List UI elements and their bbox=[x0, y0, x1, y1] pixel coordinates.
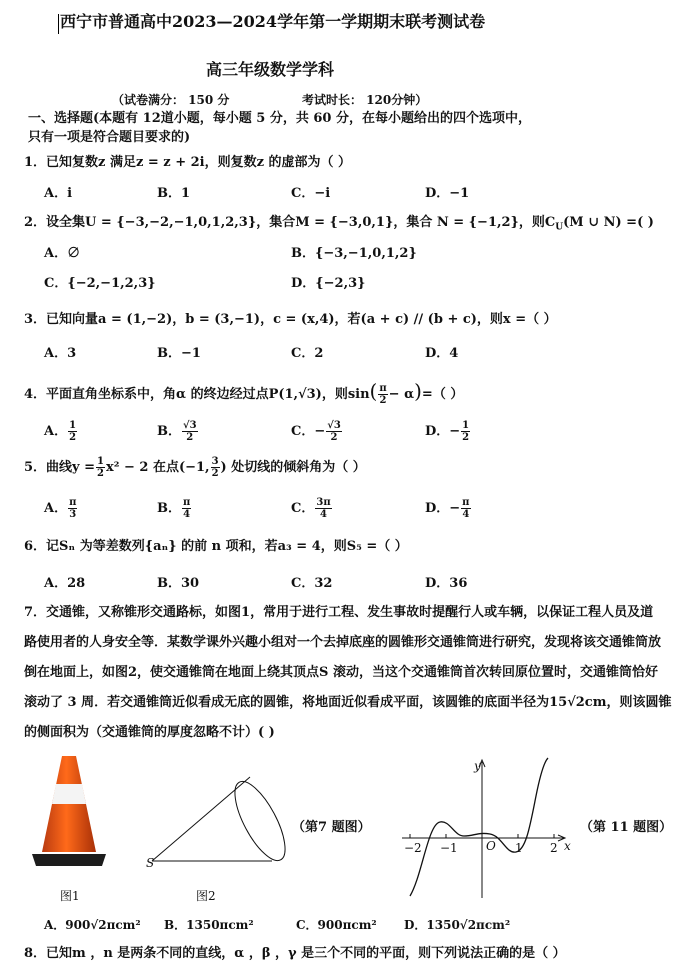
q4-a-den: 2 bbox=[69, 432, 77, 443]
q2-option-c: C．{−2,−1,2,3} bbox=[44, 276, 156, 291]
q7-option-a: A．900√2πcm² bbox=[44, 918, 141, 932]
time-info: 考试时长： 120分钟） bbox=[302, 93, 428, 107]
q4-d-den: 2 bbox=[462, 432, 470, 443]
q5-option-d bbox=[425, 497, 472, 521]
q4-stem: 4．平面直角坐标系中，角α 的终边经过点P(1,√3)，则sin( $\frac{\pi}{2}$ − α)=（ ） bbox=[24, 379, 464, 406]
q1-option-d: D．−1 bbox=[425, 186, 470, 201]
q4-c-num: √3 bbox=[327, 420, 341, 431]
q8-stem: 8．已知m ，n 是两条不同的直线，α ，β ，γ 是三个不同的平面，则下列说法正确的是（ ） bbox=[24, 946, 566, 961]
q5-d-num: π bbox=[462, 497, 470, 508]
q2-stem-end: (M ∪ N) =( ) bbox=[563, 215, 654, 230]
q1-stem: 1．已知复数z 满足z = z + 2i，则复数z 的虚部为（ ） bbox=[24, 155, 352, 170]
q6-stem: 6．记Sₙ 为等差数列{aₙ} 的前 n 项和，若a₃ = 4，则S₅ =（ ） bbox=[24, 539, 408, 554]
q2-option-a: A．∅ bbox=[44, 246, 81, 261]
graph-tick-label-neg2: −2 bbox=[404, 841, 422, 855]
section-heading-line1: 一、选择题(本题有 12道小题，每小题 5 分，共 60 分，在每小题给出的四个选项中， bbox=[28, 111, 532, 126]
q3-stem: 3．已知向量a = (1,−2)，b = (3,−1)，c = (x,4)，若(a + c) // (b + c)，则x =（ ） bbox=[24, 312, 557, 327]
q4-d-label: D．− bbox=[425, 424, 461, 439]
q5-a-label: A． bbox=[44, 501, 68, 516]
q4-frac-den: 2 bbox=[379, 395, 387, 406]
q5-b-den: 4 bbox=[183, 509, 191, 520]
q5-f2-num: 3 bbox=[211, 456, 219, 467]
function-curve bbox=[410, 758, 548, 896]
section-heading-line2: 只有一项是符合题目要求的) bbox=[28, 130, 191, 145]
fig7-caption: （第7 题图） bbox=[292, 820, 371, 835]
fig11-caption: （第 11 题图） bbox=[580, 820, 673, 835]
q5-stem-pre: 5．曲线y = bbox=[24, 460, 96, 475]
score-info: （试卷满分： 150 分 bbox=[112, 93, 230, 107]
q3-option-b: B．−1 bbox=[157, 346, 201, 361]
graph-tick-label-1: 1 bbox=[515, 841, 523, 855]
graph-y-label: y bbox=[474, 759, 481, 773]
q4-frac bbox=[378, 383, 387, 406]
q2-stem-sub: U bbox=[555, 222, 564, 233]
q4-b-label: B． bbox=[157, 424, 181, 439]
graph-origin-label: O bbox=[486, 839, 496, 853]
q7-line3: 倒在地面上，如图2，使交通锥筒在地面上绕其顶点S 滚动，当这个交通锥筒首次转回原位置时，交通锥筒恰好 bbox=[24, 665, 658, 680]
q4-minus: − α bbox=[388, 387, 415, 402]
q5-f1-den: 2 bbox=[97, 468, 104, 479]
q4-option-d bbox=[425, 420, 471, 444]
q5-option-b bbox=[157, 497, 192, 521]
q6-option-c: C．32 bbox=[291, 576, 333, 591]
q1-option-a: A．i bbox=[44, 186, 73, 201]
q5-f2-den: 2 bbox=[211, 468, 219, 479]
q5-d-den: 4 bbox=[462, 509, 470, 520]
q5-b-num: π bbox=[183, 497, 191, 508]
traffic-cone-figure bbox=[28, 752, 110, 876]
q2-option-b: B．{−3,−1,0,1,2} bbox=[291, 246, 417, 261]
cone-base bbox=[32, 854, 106, 866]
q4-a-num: 1 bbox=[69, 420, 77, 431]
q7-option-c: C．900πcm² bbox=[296, 918, 377, 932]
q7-option-d: D．1350√2πcm² bbox=[404, 918, 511, 932]
q5-stem bbox=[24, 455, 366, 481]
q2-option-d: D．{−2,3} bbox=[291, 276, 366, 291]
q5-option-a bbox=[44, 497, 78, 521]
q3-option-a: A．3 bbox=[44, 346, 77, 361]
q1-option-b: B．1 bbox=[157, 186, 191, 201]
q3-option-c: C．2 bbox=[291, 346, 324, 361]
fig2-label: 图2 bbox=[196, 889, 216, 903]
q4-b-num: √3 bbox=[183, 420, 197, 431]
q4-c-den: 2 bbox=[330, 432, 338, 443]
q3-option-d: D．4 bbox=[425, 346, 459, 361]
cone-reflective-band bbox=[52, 784, 86, 804]
cone-diagram-figure bbox=[140, 765, 290, 875]
graph-x-label: x bbox=[564, 839, 571, 853]
q7-line5: 的侧面积为（交通锥筒的厚度忽略不计）( ) bbox=[24, 725, 275, 740]
q7-line2: 路使用者的人身安全等．某数学课外兴趣小组对一个去掉底座的圆锥形交通锥筒进行研究，发现将该交通锥筒放 bbox=[24, 635, 662, 650]
exam-subtitle: 高三年级数学学科 bbox=[206, 60, 335, 79]
q4-a-label: A． bbox=[44, 424, 68, 439]
q4-option-a bbox=[44, 420, 78, 444]
q4-b-den: 2 bbox=[186, 432, 194, 443]
q5-d-label: D．− bbox=[425, 501, 461, 516]
cone-base-ellipse bbox=[225, 775, 290, 868]
q5-a-num: π bbox=[69, 497, 77, 508]
q6-option-a: A．28 bbox=[44, 576, 86, 591]
q4-option-c bbox=[291, 420, 343, 444]
q7-line4: 滚动了 3 周．若交通锥筒近似看成无底的圆锥，将地面近似看成平面，该圆锥的底面半径为15√2cm，则该圆锥 bbox=[24, 695, 672, 710]
exam-title: 西宁市普通高中2023—2024学年第一学期期末联考测试卷 bbox=[60, 12, 486, 31]
q5-c-label: C． bbox=[291, 501, 315, 516]
q4-d-num: 1 bbox=[462, 420, 470, 431]
q6-option-b: B．30 bbox=[157, 576, 200, 591]
q7-option-b: B．1350πcm² bbox=[164, 918, 254, 932]
q4-c-label: C．− bbox=[291, 424, 326, 439]
point-s-label: S bbox=[146, 856, 155, 870]
q5-c-den: 4 bbox=[320, 509, 327, 520]
q5-c-num: 3π bbox=[316, 497, 331, 508]
text-cursor bbox=[58, 14, 59, 34]
q4-frac-num: π bbox=[379, 383, 387, 394]
q7-line1: 7．交通锥，又称锥形交通路标，如图1，常用于进行工程、发生事故时提醒行人或车辆，以保证工程人员及道 bbox=[24, 605, 654, 620]
graph-tick-label-neg1: −1 bbox=[440, 841, 458, 855]
graph-tick-label-2: 2 bbox=[550, 841, 558, 855]
q2-stem-text: 2．设全集U = {−3,−2,−1,0,1,2,3}，集合M = {−3,0,1}，集合 N = {−1,2}，则C bbox=[24, 215, 556, 230]
q5-a-den: 3 bbox=[69, 509, 77, 520]
q4-option-b bbox=[157, 420, 199, 444]
q5-f1-num: 1 bbox=[97, 456, 104, 467]
q4-stem-post: =（ ） bbox=[421, 387, 464, 402]
q6-option-d: D．36 bbox=[425, 576, 468, 591]
q5-stem-mid: x² − 2 在点(−1, bbox=[106, 460, 210, 475]
q5-b-label: B． bbox=[157, 501, 181, 516]
q1-option-c: C．−i bbox=[291, 186, 331, 201]
q5-option-c bbox=[291, 497, 333, 521]
q4-stem-pre: 4．平面直角坐标系中，角α 的终边经过点P(1,√3)，则sin bbox=[24, 387, 370, 402]
q2-stem bbox=[24, 215, 654, 236]
function-graph-figure bbox=[398, 756, 574, 902]
fig1-label: 图1 bbox=[60, 889, 80, 903]
q5-stem-post: ) 处切线的倾斜角为（ ） bbox=[220, 460, 366, 475]
